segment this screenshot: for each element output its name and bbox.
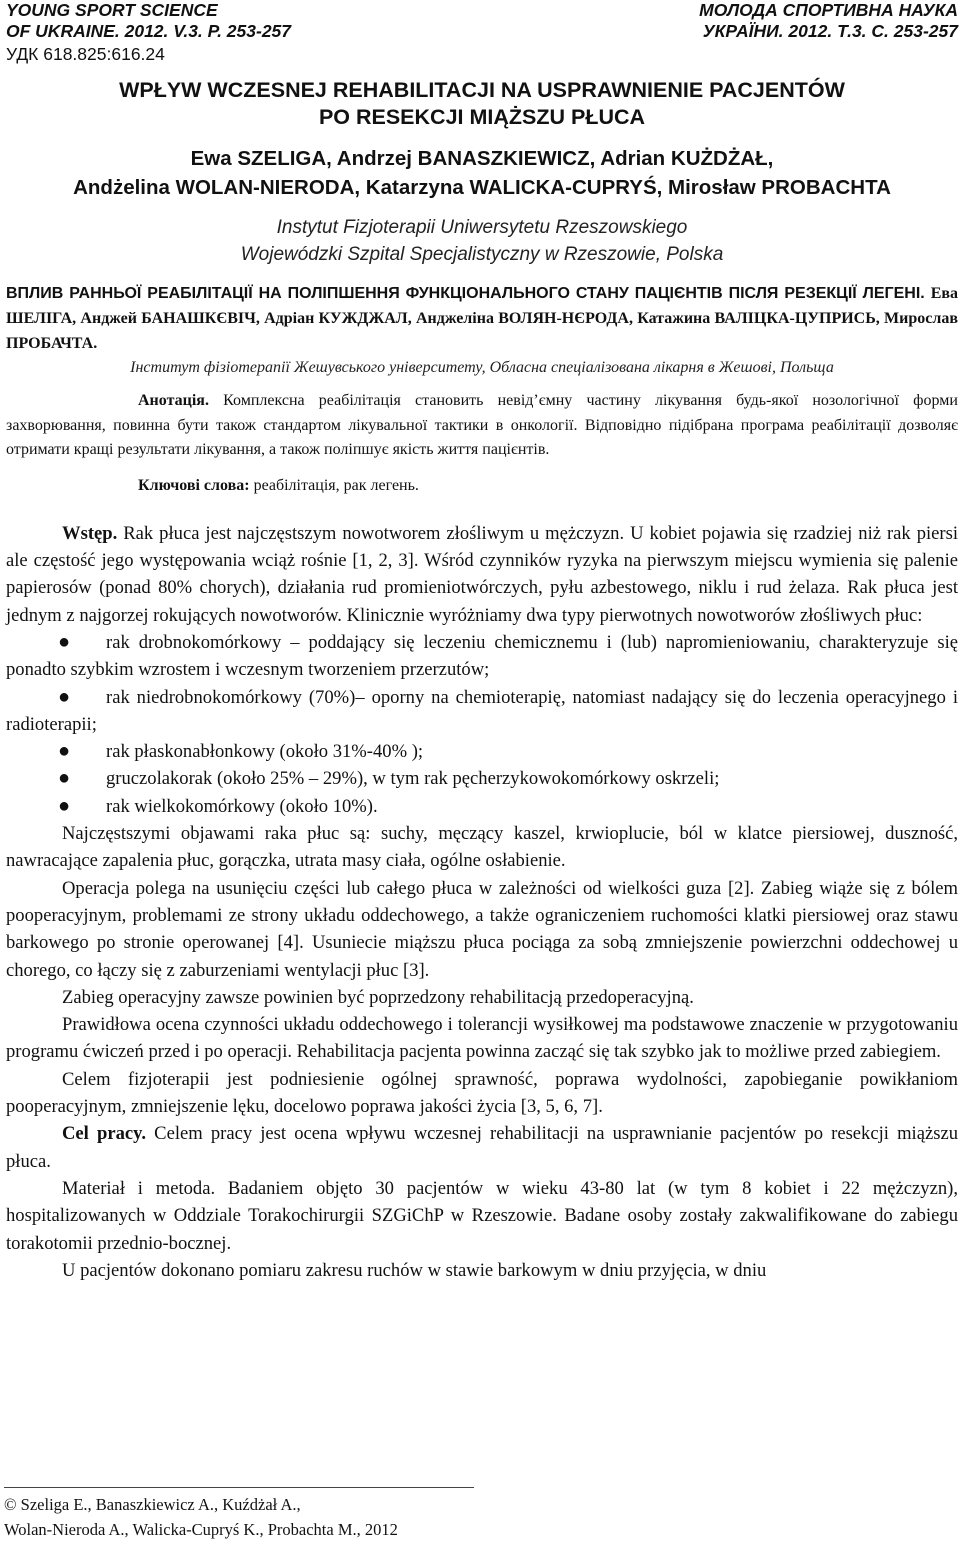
list-item — [6, 793, 958, 820]
list-item — [6, 684, 958, 739]
assessment-paragraph: Prawidłowa ocena czynności układu oddechowego i tolerancji wysiłkowej ma podstawowe znaczenie w przygotowaniu programu ćwiczeń przed i po operacji. Rehabilitacja pacjenta powinna zacząć się tak szybko jak to możliwe przed zabiegiem. — [6, 1014, 958, 1063]
article-title-line2: PO RESEKCJI MIĄŻSZU PŁUCA — [318, 105, 646, 129]
bullet-icon: ● — [58, 767, 71, 790]
footnote-divider — [4, 1487, 474, 1488]
ukrainian-affiliation: Інститут фізіотерапії Жешувського університету, Обласна спеціалізована лікарня в Жешові, Польща — [130, 359, 834, 376]
list-item-text: rak drobnokomórkowy – poddający się leczeniu chemicznemu i (lub) napromieniowaniu, charakteryzuje się ponadto szybkim wzrostem i wczesnym tworzeniem przerzutów; — [6, 631, 958, 681]
journal-issue-ua: УКРАЇНИ. 2012. Т.3. С. 253-257 — [702, 21, 958, 41]
author-line2: Andżelina WOLAN-NIERODA, Katarzyna WALICKA-CUPRYŚ, Mirosław PROBACHTA — [73, 176, 891, 199]
symptoms-paragraph: Najczęstszymi objawami raka płuc są: suchy, męczący kaszel, krwioplucie, ból w klatce piersiowej, duszność, nawracające zapalenia płuc, gorączka, utrata masy ciała, ogólne osłabienie. — [6, 823, 958, 872]
author-list — [6, 144, 958, 202]
article-title-line1: WPŁYW WCZESNEJ REHABILITACJI NA USPRAWNIENIE PACJENTÓW — [119, 78, 845, 102]
ukrainian-title: ВПЛИВ РАННЬОЇ РЕАБІЛІТАЦІЇ НА ПОЛІПШЕННЯ ФУНКЦІОНАЛЬНОГО СТАНУ ПАЦІЄНТІВ ПІСЛЯ РЕЗЕКЦІЇ ЛЕГЕНІ. — [6, 285, 925, 302]
preop-paragraph: Zabieg operacyjny zawsze powinien być poprzedzony rehabilitacją przedoperacyjną. — [62, 986, 694, 1008]
list-item-text: rak wielkokomórkowy (około 10%). — [106, 795, 378, 817]
copyright-footnote — [4, 1492, 398, 1542]
list-item-text: rak płaskonabłonkowy (około 31%-40% ); — [106, 741, 424, 763]
keywords — [6, 474, 958, 498]
last-paragraph: U pacjentów dokonano pomiaru zakresu ruchów w stawie barkowym w dniu przyjęcia, w dniu — [62, 1259, 767, 1281]
list-item — [6, 629, 958, 684]
aim-paragraph — [6, 1120, 958, 1175]
copyright-line1: © Szeliga E., Banaszkiewicz A., Kuźdżał A., — [4, 1495, 301, 1514]
bullet-icon: ● — [58, 630, 71, 653]
list-item-text: gruczolakorak (około 25% – 29%), w tym rak pęcherzykowokomórkowy oskrzeli; — [106, 768, 720, 790]
list-item — [6, 765, 958, 792]
aim-text: Celem pracy jest ocena wpływu wczesnej rehabilitacji na usprawnianie pacjentów po resekcji miąższu płuca. — [6, 1123, 958, 1172]
journal-header — [6, 0, 958, 42]
ukrainian-authors: Ева ШЕЛІГА, Анджей БАНАШКЄВІЧ, Адріан КУЖДЖАЛ, Анджеліна ВОЛЯН-НЄРОДА, Катажина ВАЛІЦКА-ЦУПРИСЬ, Мирослав ПРОБАЧТА. — [6, 285, 958, 352]
bullet-icon: ● — [58, 740, 71, 763]
aim-label: Cel pracy. — [62, 1123, 147, 1145]
list-item-text: rak niedrobnokomórkowy (70%)– oporny na chemioterapię, natomiast nadający się do leczenia operacyjnego i radioterapii; — [6, 686, 958, 735]
bullet-icon: ● — [58, 685, 71, 708]
article-title — [6, 77, 958, 131]
list-item — [6, 738, 958, 765]
cancer-type-list — [6, 629, 958, 820]
journal-issue-en: OF UKRAINE. 2012. V.3. P. 253-257 — [6, 21, 292, 41]
ukrainian-title-block — [6, 281, 958, 356]
journal-header-left — [6, 0, 291, 42]
journal-name-ua: МОЛОДА СПОРТИВНА НАУКА — [699, 0, 958, 20]
keywords-text: реабілітація, рак легень. — [249, 476, 419, 494]
copyright-line2: Wolan-Nieroda A., Walicka-Cupryś K., Probachta M., 2012 — [4, 1520, 398, 1539]
goal-paragraph: Celem fizjoterapii jest podniesienie ogólnej sprawność, poprawa wydolności, zapobieganie powikłaniom pooperacyjnym, zmniejszenie lęku, docelowo poprawa jakości życia [3, 5, 6, 7]. — [6, 1068, 958, 1118]
abstract-label: Анотація. — [138, 392, 209, 409]
journal-header-right — [699, 0, 958, 42]
affiliation-line1: Instytut Fizjoterapii Uniwersytetu Rzeszowskiego — [276, 217, 688, 238]
affiliation — [6, 214, 958, 268]
abstract-text: Комплексна реабілітація становить невід’ємну частину лікування будь-якої нозологічної форми захворювання, повинна бути також стандартом лікувальної тактики в онкології. Відповідно підібрана програма реабілітації дозволяє отримати кращі результати лікування, а також поліпшує якість життя пацієнтів. — [6, 392, 958, 459]
author-line1: Ewa SZELIGA, Andrzej BANASZKIEWICZ, Adrian KUŻDŻAŁ, — [190, 147, 774, 170]
udk-code: УДК 618.825:616.24 — [6, 44, 165, 64]
intro-label: Wstęp. — [62, 522, 118, 544]
journal-name-en: YOUNG SPORT SCIENCE — [6, 0, 218, 20]
affiliation-line2: Wojewódzki Szpital Specjalistyczny w Rzeszowie, Polska — [240, 244, 724, 265]
bullet-icon: ● — [58, 794, 71, 817]
article-body — [6, 520, 958, 1284]
abstract — [6, 389, 958, 463]
intro-paragraph — [6, 520, 958, 629]
article-page — [6, 0, 958, 1284]
methods-paragraph: Materiał i metoda. Badaniem objęto 30 pacjentów w wieku 43-80 lat (w tym 8 kobiet i 22 mężczyzn), hospitalizowanych w Oddziale Torakochirurgii SZGiChP w Rzeszowie. Badane osoby zostały zakwalifikowane do zabiegu torakotomii przednio-bocznej. — [6, 1177, 958, 1254]
keywords-label: Ключові слова: — [138, 476, 250, 494]
operation-paragraph: Operacja polega na usunięciu części lub całego płuca w zależności od wielkości guza [2]. Zabieg wiąże się z bólem pooperacyjnym, problemami ze strony układu oddechowego, a także ograniczeniem ruchomości klatki piersiowej oraz stawu barkowego po stronie operowanej [4]. Usuniecie miąższu płuca pociąga za sobą zmniejszenie powierzchni oddechowej u chorego, co łączy się z zaburzeniami wentylacji płuc [3]. — [6, 877, 958, 981]
intro-text: Rak płuca jest najczęstszym nowotworem złośliwym u mężczyzn. U kobiet pojawia się rzadziej niż rak piersi ale częstość jego występowania wciąż rośnie [1, 2, 3]. Wśród czynników ryzyka na pierwszym miejscu wymienia się palenie papierosów (ponad 80% chorych), działania rud promieniotwórczych, pyłu azbestowego, niklu i rud żelaza. Rak płuca jest jednym z najgorzej rokujących nowotworów. Klinicznie wyróżniamy dwa typy pierwotnych nowotworów złośliwych płuc: — [6, 522, 958, 626]
